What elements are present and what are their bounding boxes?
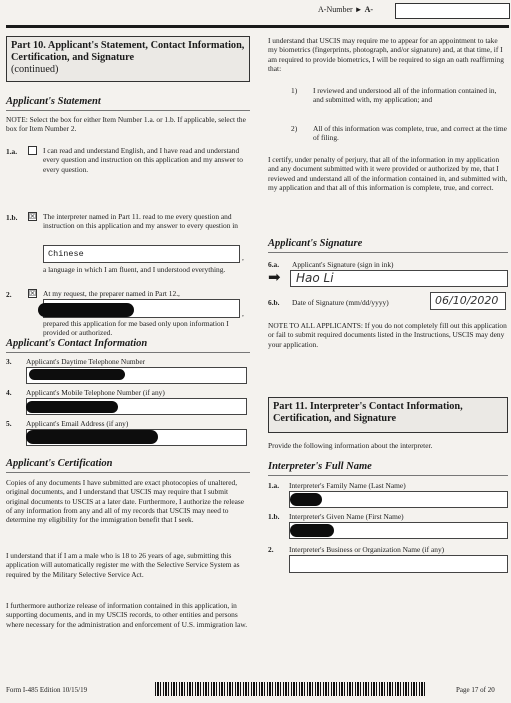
part10-subtitle: (continued) [11, 63, 59, 75]
redaction-mark [290, 524, 334, 537]
date-field[interactable] [430, 292, 506, 310]
biometrics-paragraph: I understand that USCIS may require me to appear for an appointment to take my biometrics (fingerprints, photograph, and/or signature) and, at that time, if I am required to provide biometrics, I will be required to sign an oath reaffirming that: [268, 36, 504, 73]
part11-header [268, 397, 508, 433]
item-4-label: Applicant's Mobile Telephone Number (if any) [26, 388, 165, 397]
redaction-mark [290, 493, 322, 506]
divider [6, 352, 250, 353]
part11-intro: Provide the following information about the interpreter. [268, 441, 433, 450]
anumber-input[interactable] [395, 3, 510, 19]
comma: , [242, 253, 244, 262]
note-to-applicants: NOTE TO ALL APPLICANTS: If you do not completely fill out this application or fail to submit required documents listed in the Instructions, USCIS may deny your application. [268, 321, 507, 349]
note-text: NOTE: Select the box for either Item Number 1.a. or 1.b. If applicable, select the box for Item Number 2. [6, 115, 246, 134]
item-1b-checkbox[interactable]: ☒ [29, 212, 37, 221]
item-1a-text: I can read and understand English, and I have read and understand every question and instruction on this application and my answer to every question. [43, 146, 243, 174]
list-1-text: I reviewed and understood all of the information contained in, and submitted with, my application; and [313, 86, 497, 105]
item-2-number: 2. [6, 290, 12, 299]
item-2-checkbox[interactable]: ☒ [29, 289, 37, 298]
item-1b-after-text: a language in which I am fluent, and I understood everything. [43, 265, 226, 274]
comma: , [242, 309, 244, 318]
date-value: 06/10/2020 [435, 294, 499, 307]
item-1b-text: The interpreter named in Part 11. read to me every question and instruction on this application and my answer to every question in [43, 212, 238, 231]
redaction-mark [26, 401, 118, 413]
divider [6, 110, 250, 111]
list-2-text: All of this information was complete, true, and correct at the time of filing. [313, 124, 507, 143]
barcode [155, 682, 425, 696]
list-2-number: 2) [291, 124, 298, 133]
item-2-after-text: prepared this application for me based only upon information I provided or authorized. [43, 319, 229, 338]
interp-1a-number: 1.a. [268, 481, 280, 490]
interp-1a-label: Interpreter's Family Name (Last Name) [289, 481, 406, 490]
item-6a-number: 6.a. [268, 260, 280, 269]
item-2-text: At my request, the preparer named in Part 12., [43, 289, 180, 298]
item-6b-label: Date of Signature (mm/dd/yyyy) [292, 298, 389, 307]
item-1b-number: 1.b. [6, 213, 18, 222]
anumber-label: A-Number ► A- [318, 5, 374, 14]
form-id: Form I-485 Edition 10/15/19 [6, 686, 88, 694]
signature-field[interactable] [290, 270, 508, 287]
language-value: Chinese [48, 249, 84, 259]
interpreter-organization-field[interactable] [289, 555, 508, 573]
statement-heading: Applicant's Statement [6, 96, 101, 107]
item-4-number: 4. [6, 388, 12, 397]
header-rule [6, 25, 509, 28]
item-1a-number: 1.a. [6, 147, 18, 156]
part11-title: Part 11. Interpreter's Contact Information, Certification, and Signature [273, 401, 463, 424]
interp-1b-label: Interpreter's Given Name (First Name) [289, 512, 404, 521]
redaction-mark [26, 430, 158, 444]
divider [268, 252, 508, 253]
signature-heading: Applicant's Signature [268, 238, 363, 249]
item-6a-label: Applicant's Signature (sign in ink) [292, 260, 394, 269]
perjury-paragraph: I certify, under penalty of perjury, that all of the information in my application and any document submitted with it were provided or authorized by me, that I reviewed and understand all of the information contained in, and submitted with, my application and that all of this information is complete, true, and correct. [268, 155, 508, 192]
item-6b-number: 6.b. [268, 298, 280, 307]
signature-value: Hao Li [296, 271, 334, 285]
contact-heading: Applicant's Contact Information [6, 338, 148, 349]
certification-paragraph-3: I furthermore authorize release of information contained in this application, in supporting documents, and in my USCIS records, to other entities and persons where necessary for the administration and enforcement of U.S. immigration law. [6, 601, 248, 629]
interp-2-number: 2. [268, 545, 274, 554]
interp-2-label: Interpreter's Business or Organization Name (if any) [289, 545, 445, 554]
item-1a-checkbox[interactable] [28, 146, 37, 155]
part10-title: Part 10. Applicant's Statement, Contact Information, Certification, and Signature [11, 40, 245, 63]
interpreter-name-heading: Interpreter's Full Name [268, 461, 372, 472]
certification-heading: Applicant's Certification [6, 458, 113, 469]
redaction-mark [38, 303, 134, 317]
item-3-label: Applicant's Daytime Telephone Number [26, 357, 146, 366]
redaction-mark [29, 369, 125, 380]
interp-1b-number: 1.b. [268, 512, 280, 521]
page-number: Page 17 of 20 [456, 686, 495, 694]
language-field[interactable] [43, 245, 240, 263]
item-3-number: 3. [6, 357, 12, 366]
item-5-label: Applicant's Email Address (if any) [26, 419, 129, 428]
arrow-icon: ➡ [268, 268, 281, 286]
divider [6, 472, 250, 473]
certification-paragraph-1: Copies of any documents I have submitted are exact photocopies of unaltered, original documents, and I understand that USCIS may require that I submit original documents to USCIS at a later date. Furthermore, I authorize the release of any information from any and all of my records that USCIS may need to determine my eligibility for the immigration benefit that I seek. [6, 478, 245, 525]
list-1-number: 1) [291, 86, 298, 95]
item-5-number: 5. [6, 419, 12, 428]
part10-header [6, 36, 250, 82]
certification-paragraph-2: I understand that if I am a male who is 18 to 26 years of age, submitting this application will automatically register me with the Selective Service System as required by the Military Selective Service Act. [6, 551, 240, 579]
divider [268, 475, 508, 476]
